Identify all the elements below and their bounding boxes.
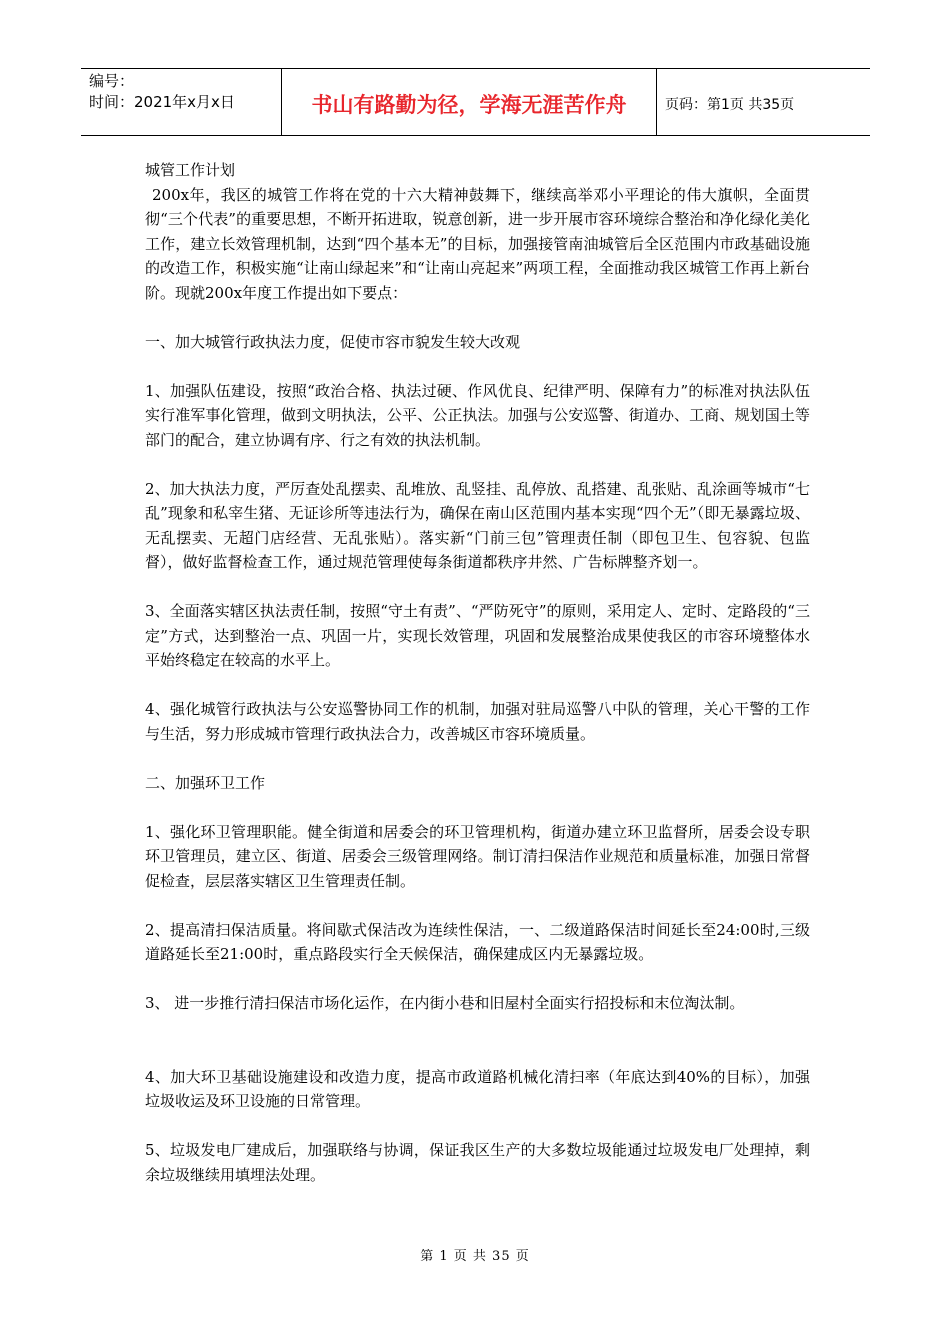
- document-title: 城管工作计划: [145, 161, 236, 179]
- header-motto: 书山有路勤为径，学海无涯苦作舟: [281, 69, 657, 135]
- section1-paragraph-3: 3、全面落实辖区执法责任制，按照“守土有责”、“严防死守”的原则，采用定人、定时、定路段的“三定”方式，达到整治一点、巩固一片，实现长效管理，巩固和发展整治成果使我区的市容环境整体水平始终稳定在较高的水平上。: [145, 602, 810, 669]
- header-date-label: 时间：2021年x月x日: [89, 93, 235, 111]
- section1-paragraph-4: 4、强化城管行政执法与公安巡警协同工作的机制，加强对驻局巡警八中队的管理，关心干警的工作与生活，努力形成城市管理行政执法合力，改善城区市容环境质量。: [145, 700, 810, 743]
- document-header: [81, 68, 870, 136]
- intro-paragraph: 200x年，我区的城管工作将在党的十六大精神鼓舞下，继续高举邓小平理论的伟大旗帜，全面贯彻“三个代表”的重要思想，不断开拓进取，锐意创新，进一步开展市容环境综合整治和净化绿化美化工作，建立长效管理机制，达到“四个基本无”的目标，加强接管南油城管后全区范围内市政基础设施的改造工作，积极实施“让南山绿起来”和“让南山亮起来”两项工程，全面推动我区城管工作再上新台阶。现就200x年度工作提出如下要点：: [145, 185, 810, 302]
- page-footer: 第 1 页 共 35 页: [420, 1249, 530, 1264]
- section1-paragraph-1: 1、加强队伍建设，按照“政治合格、执法过硬、作风优良、纪律严明、保障有力”的标准对执法队伍实行准军事化管理，做到文明执法，公平、公正执法。加强与公安巡警、街道办、工商、规划国土等部门的配合，建立协调有序、行之有效的执法机制。: [145, 381, 810, 449]
- header-page-info: 页码：第1页 共35页: [665, 97, 795, 113]
- section1-paragraph-2: 2、加大执法力度，严厉查处乱摆卖、乱堆放、乱竖挂、乱停放、乱搭建、乱张贴、乱涂画等城市“七乱”现象和私宰生猪、无证诊所等违法行为，确保在南山区范围内基本实现“四个无”（即无暴露垃圾、无乱摆卖、无超门店经营、无乱张贴）。落实新“门前三包”管理责任制（即包卫生、包容貌、包监督），做好监督检查工作，通过规范管理使每条街道都秩序井然、广告标牌整齐划一。: [145, 479, 810, 571]
- section2-paragraph-3: 3、 进一步推行清扫保洁市场化运作，在内街小巷和旧屋村全面实行招投标和末位淘汰制。: [145, 994, 745, 1012]
- document-body: [145, 158, 810, 1187]
- section2-paragraph-2: 2、提高清扫保洁质量。将间歇式保洁改为连续性保洁，一、二级道路保洁时间延长至24:00时,三级道路延长至21:00时，重点路段实行全天候保洁，确保建成区内无暴露垃圾。: [145, 920, 810, 963]
- section2-paragraph-5: 5、垃圾发电厂建成后，加强联络与协调，保证我区生产的大多数垃圾能通过垃圾发电厂处理掉，剩余垃圾继续用填埋法处理。: [145, 1141, 810, 1184]
- header-meta: [81, 69, 281, 135]
- section2-paragraph-4: 4、加大环卫基础设施建设和改造力度，提高市政道路机械化清扫率（年底达到40%的目标），加强垃圾收运及环卫设施的日常管理。: [145, 1067, 810, 1110]
- header-number-label: 编号：: [89, 72, 135, 90]
- section2-paragraph-1: 1、强化环卫管理职能。健全街道和居委会的环卫管理机构，街道办建立环卫监督所，居委会设专职环卫管理员，建立区、街道、居委会三级管理网络。制订清扫保洁作业规范和质量标准，加强日常督促检查，层层落实辖区卫生管理责任制。: [145, 822, 810, 890]
- section-heading-2: 二、加强环卫工作: [145, 773, 266, 792]
- section-heading-1: 一、加大城管行政执法力度，促使市容市貌发生较大改观: [145, 332, 521, 351]
